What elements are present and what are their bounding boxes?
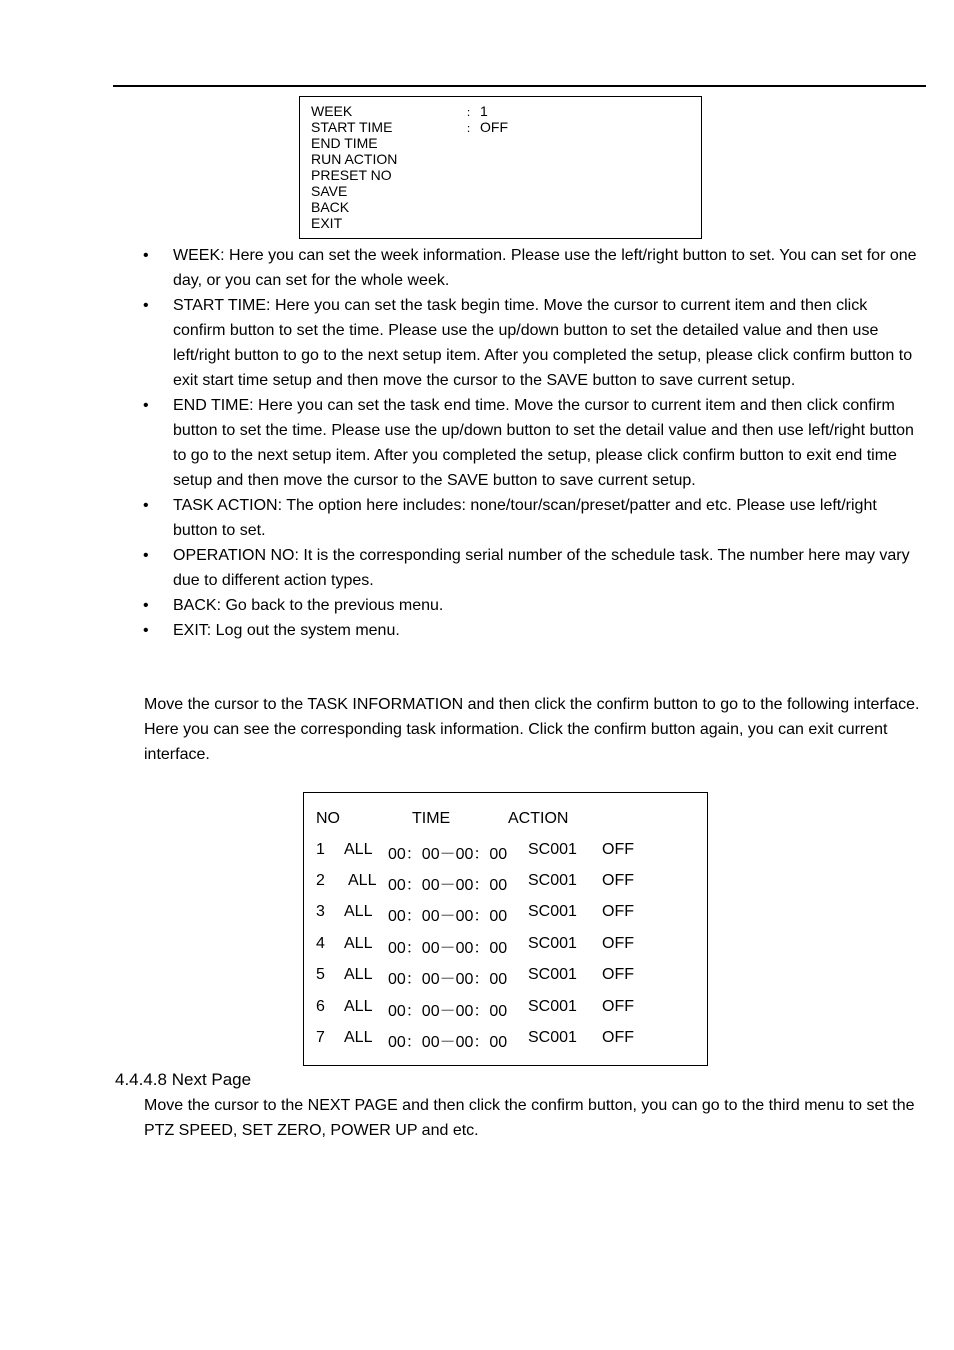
header-action: ACTION — [508, 810, 569, 827]
task-table-header — [304, 810, 707, 830]
task-week: ALL — [344, 935, 373, 952]
list-item-text: WEEK: Here you can set the week information. Please use the left/right button to set. You can set for one day, or you can set for the whole week. — [173, 247, 917, 289]
task-no: 1 — [316, 841, 325, 858]
menu-row-save — [311, 183, 466, 199]
table-row — [304, 998, 707, 1018]
task-state: OFF — [602, 872, 634, 889]
bullet-icon: • — [143, 297, 149, 314]
task-time: 00：00－00：00 — [388, 971, 508, 988]
task-state: OFF — [602, 935, 634, 952]
header-no: NO — [316, 810, 340, 827]
table-row — [304, 935, 707, 955]
task-no: 5 — [316, 966, 325, 983]
task-state: OFF — [602, 966, 634, 983]
task-week: ALL — [344, 966, 373, 983]
bullet-icon: • — [143, 397, 149, 414]
task-no: 6 — [316, 998, 325, 1015]
task-state: OFF — [602, 1029, 634, 1046]
task-information-box — [303, 792, 708, 1066]
task-week: ALL — [344, 1029, 373, 1046]
bullet-icon: • — [143, 597, 149, 614]
list-item — [143, 393, 923, 493]
list-item-text: EXIT: Log out the system menu. — [173, 622, 400, 639]
list-item-text: BACK: Go back to the previous menu. — [173, 597, 444, 614]
menu-label: START TIME — [311, 119, 393, 135]
schedule-menu-box — [299, 96, 702, 239]
menu-row-exit — [311, 215, 466, 231]
task-no: 2 — [316, 872, 325, 889]
list-item-text: END TIME: Here you can set the task end time. Move the cursor to current item and then click confirm button to set the time. Please use the up/down button to set the detail value and then use left/right button to go to the next setup item. After you completed the setup, please click confirm button to exit end time setup and then move the cursor to the SAVE button to save current setup. — [173, 397, 914, 489]
bullet-icon: • — [143, 622, 149, 639]
section-heading: 4.4.4.8 Next Page — [115, 1070, 252, 1089]
menu-label: WEEK — [311, 103, 353, 119]
menu-label: RUN ACTION — [311, 151, 398, 167]
table-row — [304, 1029, 707, 1049]
task-time: 00：00－00：00 — [388, 877, 508, 894]
task-time: 00：00－00：00 — [388, 1003, 508, 1020]
task-week: ALL — [348, 872, 377, 889]
task-no: 4 — [316, 935, 325, 952]
list-item — [143, 593, 923, 618]
table-row — [304, 872, 707, 892]
menu-value: 1 — [480, 103, 488, 119]
task-time: 00：00－00：00 — [388, 940, 508, 957]
bullet-icon: • — [143, 247, 149, 264]
menu-label: SAVE — [311, 183, 348, 199]
task-no: 7 — [316, 1029, 325, 1046]
task-action: SC001 — [528, 1029, 577, 1046]
list-item-text: TASK ACTION: The option here includes: none/tour/scan/preset/patter and etc. Please use left/right button to set. — [173, 497, 877, 539]
task-week: ALL — [344, 841, 373, 858]
menu-row-run-action — [311, 151, 466, 167]
task-time: 00：00－00：00 — [388, 846, 508, 863]
menu-label: EXIT — [311, 215, 343, 231]
header-time: TIME — [412, 810, 451, 827]
header-rule — [113, 85, 926, 87]
menu-label: END TIME — [311, 135, 378, 151]
next-page-paragraph: Move the cursor to the NEXT PAGE and then click the confirm button, you can go to the third menu to set the PTZ SPEED, SET ZERO, POWER UP and etc. — [144, 1097, 915, 1139]
table-row — [304, 966, 707, 986]
task-action: SC001 — [528, 966, 577, 983]
bullet-icon: • — [143, 497, 149, 514]
task-week: ALL — [344, 903, 373, 920]
menu-label: PRESET NO — [311, 167, 392, 183]
task-state: OFF — [602, 841, 634, 858]
list-item — [143, 493, 923, 543]
task-time: 00：00－00：00 — [388, 908, 508, 925]
list-item — [143, 543, 923, 593]
option-description-list — [143, 243, 923, 643]
task-action: SC001 — [528, 841, 577, 858]
task-action: SC001 — [528, 935, 577, 952]
task-action: SC001 — [528, 998, 577, 1015]
list-item-text: OPERATION NO: It is the corresponding serial number of the schedule task. The number here may vary due to different action types. — [173, 547, 910, 589]
task-state: OFF — [602, 903, 634, 920]
menu-row-back — [311, 199, 466, 215]
menu-value: OFF — [480, 119, 508, 135]
menu-label: BACK — [311, 199, 350, 215]
bullet-icon: • — [143, 547, 149, 564]
list-item — [143, 293, 923, 393]
task-action: SC001 — [528, 903, 577, 920]
table-row — [304, 841, 707, 861]
list-item — [143, 243, 923, 293]
task-information-paragraph: Move the cursor to the TASK INFORMATION and then click the confirm button to go to the following interface. Here you can see the corresponding task information. Click the confirm button again, you can exit current interface. — [144, 696, 920, 763]
table-row — [304, 903, 707, 923]
list-item — [143, 618, 923, 643]
menu-row-preset-no — [311, 167, 466, 183]
menu-colon: ： — [466, 123, 477, 135]
menu-row-end-time — [311, 135, 466, 151]
menu-colon: ： — [466, 107, 477, 119]
task-no: 3 — [316, 903, 325, 920]
task-time: 00：00－00：00 — [388, 1034, 508, 1051]
task-state: OFF — [602, 998, 634, 1015]
list-item-text: START TIME: Here you can set the task begin time. Move the cursor to current item and then click confirm button to set the time. Please use the up/down button to set the detailed value and then use left/right button to go to the next setup item. After you completed the setup, please click confirm button to exit start time setup and then move the cursor to the SAVE button to save current setup. — [173, 297, 913, 389]
task-week: ALL — [344, 998, 373, 1015]
task-action: SC001 — [528, 872, 577, 889]
